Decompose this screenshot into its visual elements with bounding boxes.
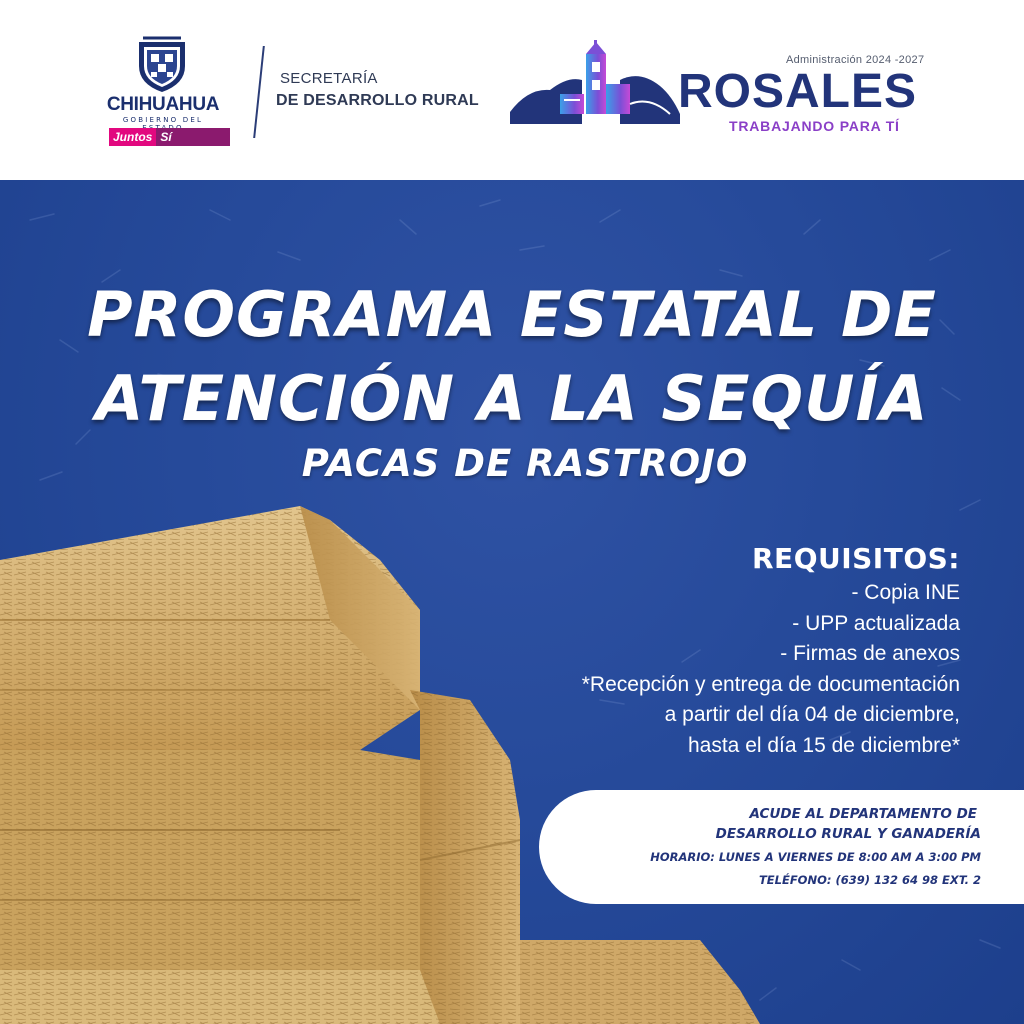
requirement-item: - UPP actualizada <box>792 611 960 635</box>
slogan-part-b: Sí podemos <box>156 128 230 146</box>
requirement-note: *Recepción y entrega de documentación <box>581 672 960 696</box>
secretariat-line1: SECRETARÍA <box>280 70 378 87</box>
program-subtitle: PACAS DE RASTROJO <box>301 442 749 485</box>
gov-subtitle: GOBIERNO DEL <box>122 116 204 124</box>
info-line1: ACUDE AL DEPARTAMENTO DE <box>749 806 977 822</box>
state-shield-icon <box>135 36 189 94</box>
secretariat-line2: DE DESARROLLO RURAL <box>276 92 479 109</box>
administration-period: Administración 2024 -2027 <box>786 54 925 66</box>
info-line2: DESARROLLO RURAL Y GANADERÍA <box>715 826 981 842</box>
main-panel <box>0 180 1024 1024</box>
phone-number: TELÉFONO: (639) 132 64 98 EXT. 2 <box>758 873 981 887</box>
office-hours: HORARIO: LUNES A VIERNES DE 8:00 AM A 3:00 PM <box>650 850 981 864</box>
header <box>0 0 1024 180</box>
municipality-tagline: TRABAJANDO PARA TÍ <box>729 118 900 134</box>
requirement-note: hasta el día 15 de diciembre* <box>687 733 960 757</box>
requirement-note: a partir del día 04 de diciembre, <box>664 703 960 726</box>
program-title-line2: ATENCIÓN A LA SEQUÍA <box>95 362 929 435</box>
header-divider <box>253 46 265 138</box>
gov-slogan <box>109 128 230 160</box>
requirement-item: - Copia INE <box>851 581 960 604</box>
chihuahua-government-logo <box>100 36 230 160</box>
slogan-part-a: Juntos <box>109 128 156 146</box>
program-title-line1: PROGRAMA ESTATAL DE <box>87 278 937 351</box>
gov-name: CHIHUAHUA <box>106 94 220 115</box>
contact-info-box <box>539 790 1024 904</box>
municipality-name: ROSALES <box>678 65 918 118</box>
requirements-list <box>582 578 960 761</box>
rosales-church-skyline-logo <box>510 40 680 132</box>
requirements-title: REQUISITOS: <box>752 542 960 575</box>
requirement-item: - Firmas de anexos <box>780 642 960 665</box>
